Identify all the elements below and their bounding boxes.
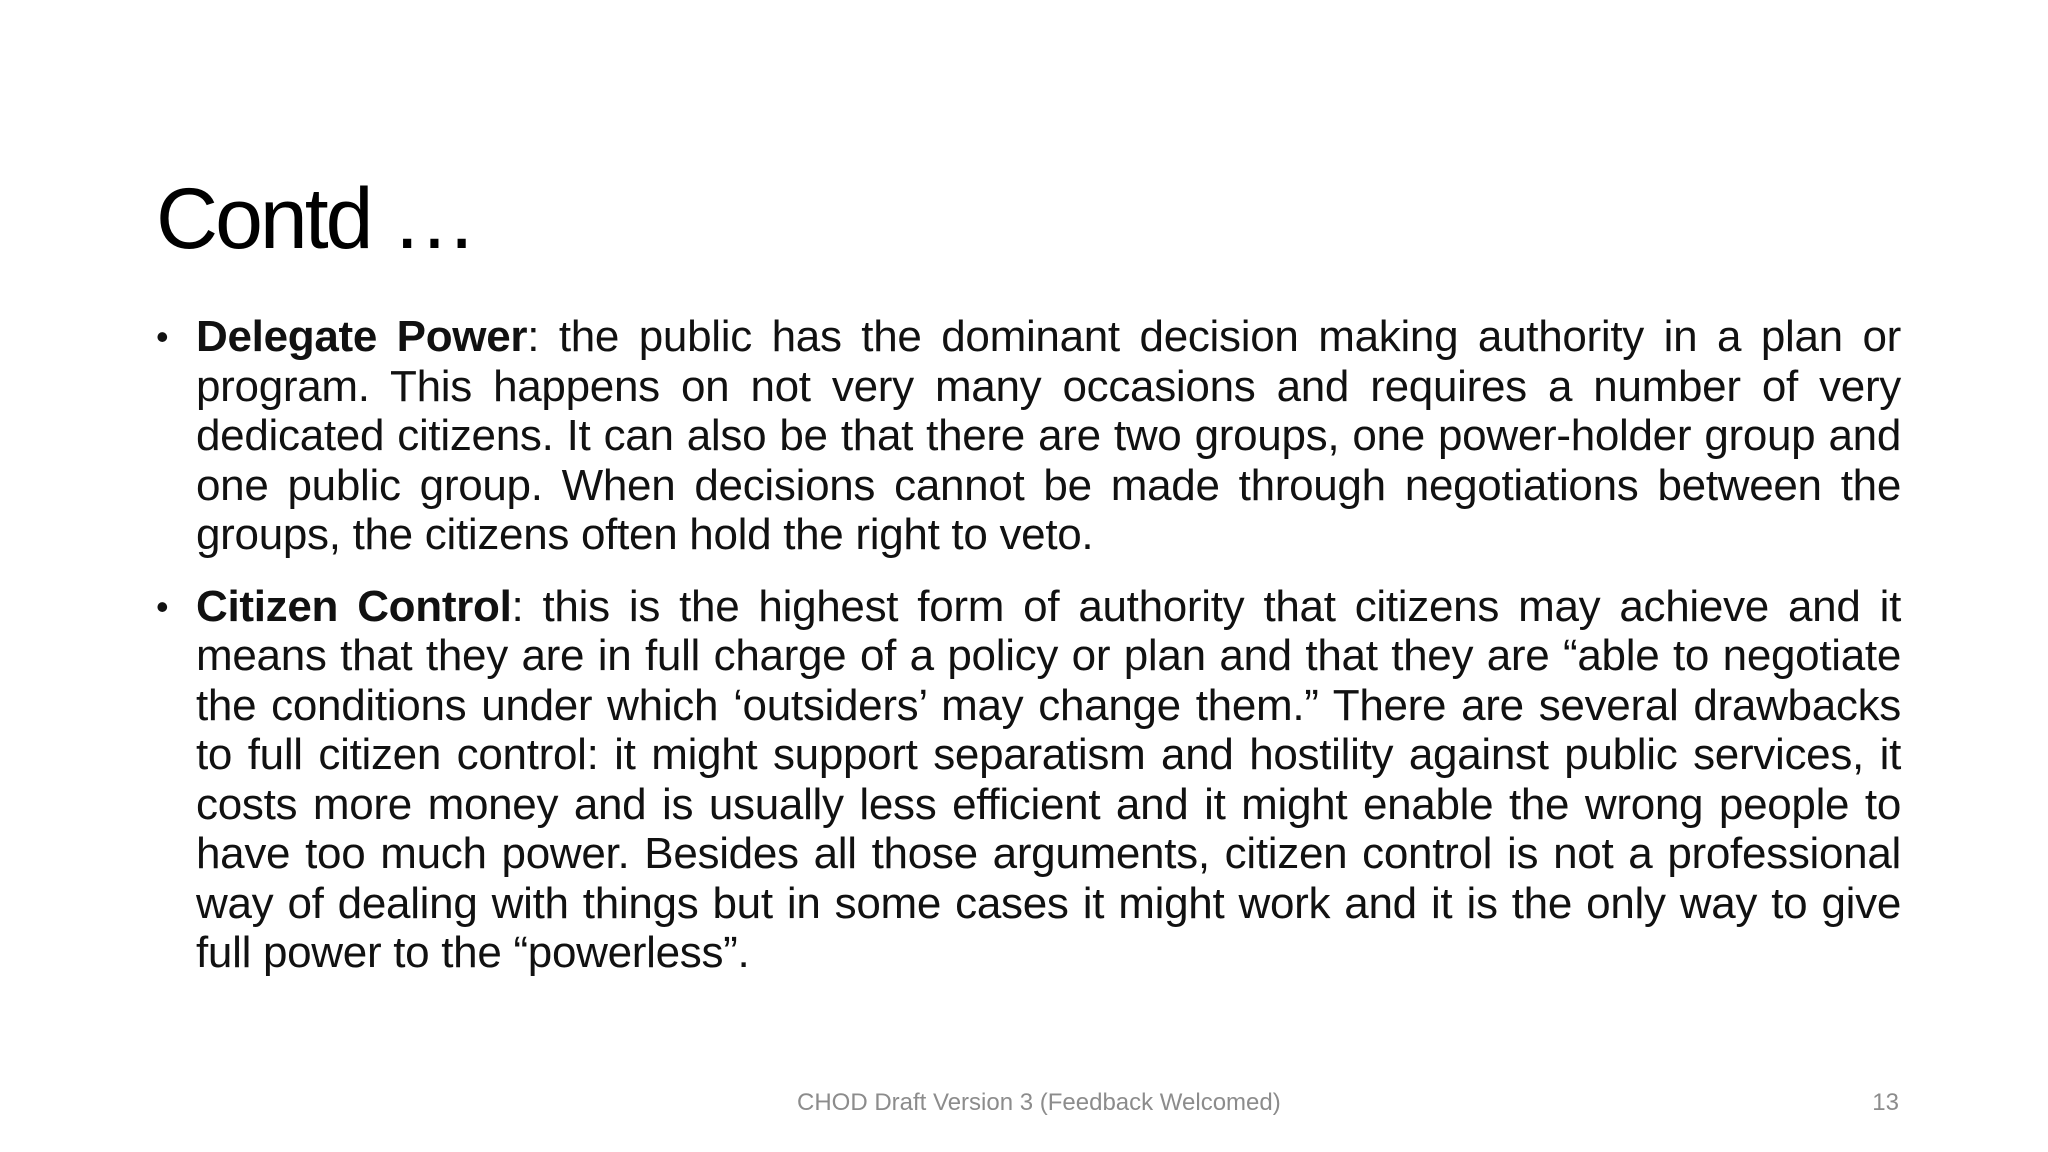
bullet-term: Delegate Power (196, 312, 528, 361)
footer-text: CHOD Draft Version 3 (Feedback Welcomed) (797, 1089, 1281, 1116)
bullet-dot-icon: • (156, 585, 169, 627)
bullet-term: Citizen Control (196, 581, 512, 631)
slide-title: Contd … (156, 170, 475, 267)
bullet-dot-icon: • (156, 316, 169, 357)
bullet-item-delegate-power (156, 312, 1901, 560)
bullet-text: : the public has the dominant decision making authority in a plan or program. This happens on not very many occasions and requires a number of very dedicated citizens. It can also be that there are two groups, one power-holder group and one public group. When decisions cannot be made through negotiations between the groups, the citizens often hold the right to veto. (196, 312, 1902, 559)
bullet-item-citizen-control (156, 582, 1901, 978)
bullet-list (156, 312, 1901, 1000)
bullet-text: : this is the highest form of authority that citizens may achieve and it means that they are in full charge of a policy or plan and that they are “able to negotiate the conditions under which ‘outsiders’ may change them.” There are several drawbacks to full citizen control: it might support separatism and hostility against public services, it costs more money and is usually less efficient and it might enable the wrong people to have too much power. Besides all those arguments, citizen control is not a professional way of dealing with things but in some cases it might work and it is the only way to give full power to the “powerless”. (196, 581, 1901, 977)
page-number: 13 (1872, 1089, 1899, 1116)
